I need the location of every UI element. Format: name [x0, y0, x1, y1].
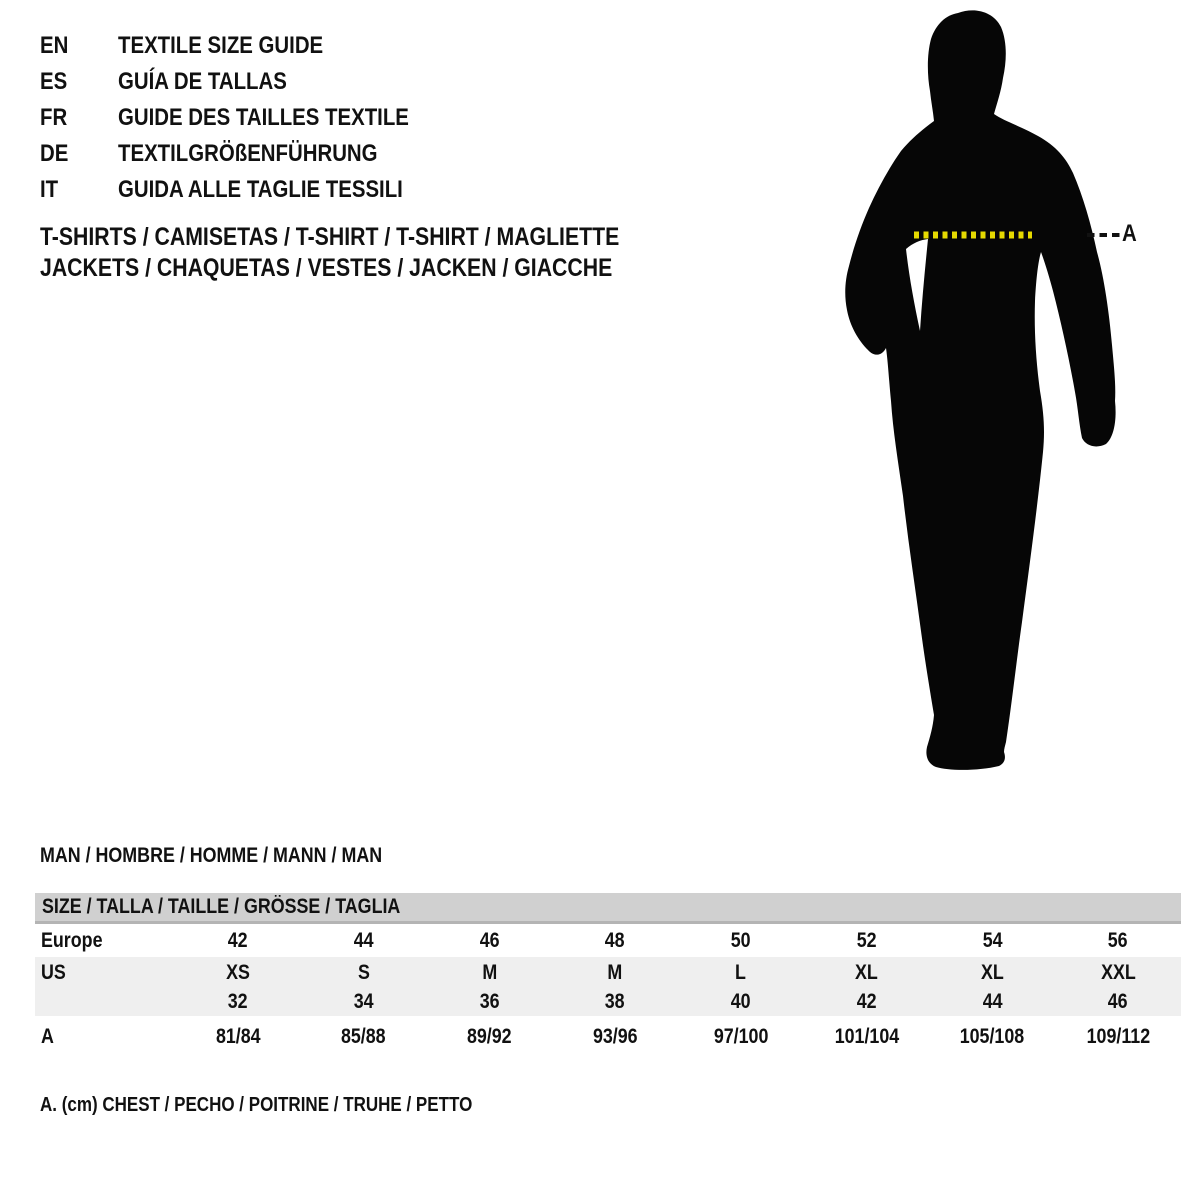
size-table: [35, 893, 1181, 1058]
cell: XXL: [1100, 960, 1136, 984]
cell: 56: [1108, 928, 1129, 952]
language-code: FR: [40, 104, 68, 131]
row-label: US: [41, 960, 66, 984]
table-band: [35, 957, 1181, 1016]
cell: XL: [855, 960, 879, 984]
cell: 89/92: [467, 1025, 512, 1048]
table-row-europe: [35, 924, 1181, 957]
cell: 105/108: [960, 1025, 1025, 1048]
language-row-de: [40, 136, 460, 172]
row-label: Europe: [41, 928, 103, 952]
cell: 32: [227, 990, 248, 1013]
language-guide-list: [40, 28, 460, 208]
language-code: DE: [40, 140, 69, 167]
cell: M: [607, 960, 623, 984]
cell: 81/84: [215, 1025, 261, 1048]
cell: 85/88: [341, 1025, 386, 1048]
cell: S: [357, 960, 370, 984]
cell: XL: [980, 960, 1004, 984]
language-row-es: [40, 64, 460, 100]
cell: 36: [479, 990, 500, 1013]
language-label: GUÍA DE TALLAS: [118, 68, 287, 95]
row-label: A: [41, 1025, 54, 1048]
cell: XS: [225, 960, 250, 984]
cell: 50: [730, 928, 751, 952]
language-code: ES: [40, 68, 68, 95]
cell: 109/112: [1086, 1025, 1150, 1048]
categories-line-jackets: JACKETS / CHAQUETAS / VESTES / JACKEN / GIACCHE: [40, 254, 613, 282]
categories-line-tshirts: T-SHIRTS / CAMISETAS / T-SHIRT / T-SHIRT / MAGLIETTE: [40, 223, 620, 251]
cell: 46: [1108, 990, 1129, 1013]
man-silhouette-figure: [840, 0, 1140, 800]
table-row-chest-a: [35, 1016, 1181, 1058]
language-label: GUIDA ALLE TAGLIE TESSILI: [118, 176, 403, 203]
cell: 48: [605, 928, 626, 952]
cell: 97/100: [713, 1025, 769, 1048]
cell: M: [481, 960, 497, 984]
language-label: TEXTILGRÖßENFÜHRUNG: [118, 140, 378, 167]
cell: 44: [982, 990, 1003, 1013]
cell: 93/96: [592, 1025, 638, 1048]
cell: 38: [605, 990, 626, 1013]
cell: 40: [730, 990, 751, 1013]
language-row-en: [40, 28, 460, 64]
measurement-a-label: A: [1122, 220, 1137, 247]
language-label: GUIDE DES TAILLES TEXTILE: [118, 104, 409, 131]
language-label: TEXTILE SIZE GUIDE: [118, 32, 324, 59]
language-code: EN: [40, 32, 69, 59]
man-silhouette: [845, 10, 1115, 770]
language-code: IT: [40, 176, 59, 203]
cell: 54: [982, 928, 1003, 952]
section-heading-man: MAN / HOMBRE / HOMME / MANN / MAN: [40, 844, 383, 867]
cell: 44: [353, 928, 374, 952]
product-categories: [40, 222, 721, 284]
language-row-fr: [40, 100, 460, 136]
table-row-secondary-sizes: [35, 988, 1181, 1016]
cell: 52: [856, 928, 877, 952]
cell: 42: [227, 928, 248, 952]
cell: 46: [479, 928, 500, 952]
cell: L: [735, 960, 747, 984]
row-label: [35, 990, 175, 1014]
size-table-header: SIZE / TALLA / TAILLE / GRÖSSE / TAGLIA: [35, 893, 1181, 924]
measurement-footnote: A. (cm) CHEST / PECHO / POITRINE / TRUHE / PETTO: [40, 1094, 473, 1116]
cell: 42: [856, 990, 877, 1013]
cell: 34: [353, 990, 374, 1013]
table-row-us: [35, 957, 1181, 988]
cell: 101/104: [834, 1025, 899, 1048]
language-row-it: [40, 172, 460, 208]
man-silhouette-svg: [840, 0, 1140, 800]
